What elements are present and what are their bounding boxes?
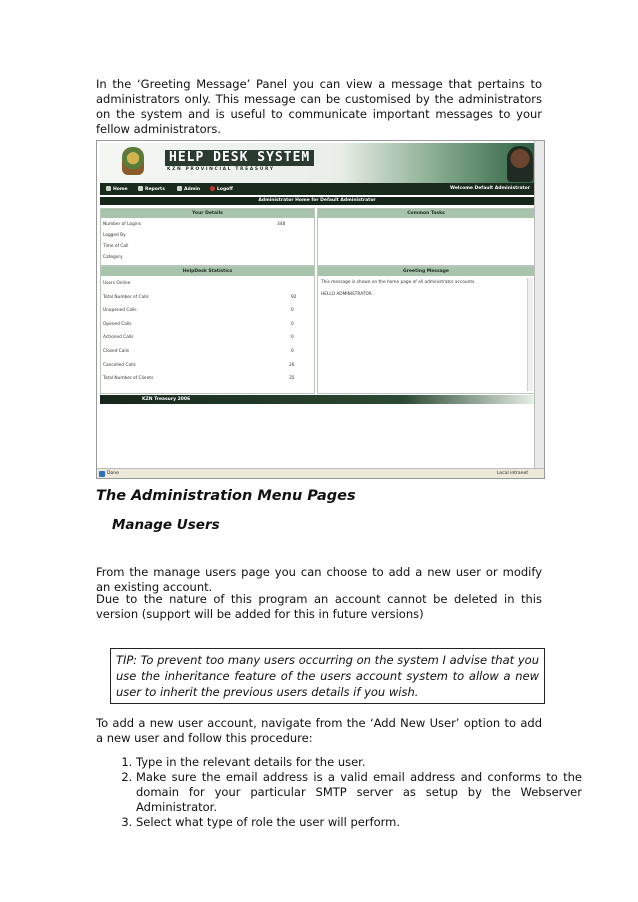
nav-admin-label: Admin [184, 187, 201, 192]
details-label-category: Category [103, 255, 123, 260]
paragraph-manage-users: From the manage users page you can choose to add a new user or modify an existing account. [96, 565, 542, 594]
footer-text: KZN Treasury 2006 [142, 397, 191, 402]
admin-home-bar [100, 197, 534, 205]
stat-label-total-clients: Total Number of Clients [103, 376, 154, 381]
paragraph-deletion-note: Due to the nature of this program an account cannot be deleted in this version (support will be added for this in future versions) [96, 592, 542, 621]
subsection-title: Manage Users [112, 517, 220, 533]
list-item: 1. Type in the relevant details for the user. [136, 755, 582, 770]
section-title: The Administration Menu Pages [96, 488, 356, 504]
browser-statusbar [97, 468, 544, 479]
screenshot-page [97, 141, 534, 468]
app-subtitle: KZN PROVINCIAL TREASURY [167, 167, 275, 172]
stat-label-actioned: Actioned Calls [103, 335, 134, 340]
common-tasks-title: Common Tasks [318, 209, 534, 218]
stat-label-total-calls: Total Number of Calls [103, 295, 149, 300]
stat-label-closed: Closed Calls [103, 349, 130, 354]
app-title: HELP DESK SYSTEM [165, 150, 314, 166]
stat-value-opened: 0 [291, 322, 294, 327]
stat-label-cancelled: Cancelled Calls [103, 363, 136, 368]
admin-home-label: Administrator Home for Default Administrator [258, 198, 376, 203]
status-zone: Local intranet [497, 471, 528, 476]
stat-value-total-clients: 35 [289, 376, 295, 381]
statistics-title: HelpDesk Statistics [101, 267, 314, 276]
app-banner [100, 143, 534, 183]
nav-bar [100, 183, 534, 195]
nav-home[interactable] [106, 186, 128, 192]
details-label-logged-by: Logged By [103, 233, 126, 238]
stat-label-users-online: Users Online [103, 281, 131, 286]
procedure-steps [96, 755, 582, 830]
page-icon [99, 471, 105, 477]
details-value-logins: 348 [277, 222, 286, 227]
operator-image-icon [507, 146, 533, 182]
statistics-panel [100, 266, 315, 394]
common-tasks-panel [317, 208, 535, 266]
home-icon [106, 186, 111, 191]
list-item: 3. Select what type of role the user will perform. [136, 815, 582, 830]
stat-value-cancelled: 26 [289, 363, 295, 368]
helpdesk-screenshot [96, 140, 545, 479]
greeting-line-1: This message is shown on the home page of all administrator accounts. [321, 280, 476, 285]
admin-icon [177, 186, 182, 191]
reports-icon [138, 186, 143, 191]
stat-label-opened: Opened Calls [103, 322, 132, 327]
app-footer [100, 395, 534, 404]
nav-admin[interactable] [177, 186, 200, 192]
intro-paragraph: In the ‘Greeting Message’ Panel you can view a message that pertains to administrators only. This message can be customised by the administrators on the system and is useful to communicate important messages to your fellow administrators. [96, 77, 542, 136]
welcome-text: Welcome Default Administrator [450, 186, 530, 191]
details-label-logins: Number of Logins [103, 222, 141, 227]
nav-home-label: Home [113, 187, 128, 192]
browser-scrollbar[interactable] [534, 141, 544, 468]
nav-reports-label: Reports [145, 187, 165, 192]
stat-value-closed: 0 [291, 349, 294, 354]
your-details-title: Your Details [101, 209, 314, 218]
nav-logoff[interactable] [210, 186, 233, 192]
stat-value-actioned: 0 [291, 335, 294, 340]
list-item: 2. Make sure the email address is a valid email address and conforms to the domain for your particular SMTP server as setup by the Webserver Administrator. [136, 770, 582, 815]
paragraph-add-user: To add a new user account, navigate from the ‘Add New User’ option to add a new user and follow this procedure: [96, 716, 542, 745]
nav-logoff-label: Logoff [217, 187, 233, 192]
tip-box: TIP: To prevent too many users occurring on the system I advise that you use the inheritance feature of the users account system to allow a new user to inherit the previous users details if you wish. [110, 648, 545, 704]
stat-value-unopened: 0 [291, 308, 294, 313]
greeting-title: Greeting Message [318, 267, 534, 276]
greeting-line-2: HELLO ADMINISTRATOR [321, 292, 372, 297]
stat-label-unopened: Unopened Calls [103, 308, 137, 313]
logoff-icon [210, 186, 215, 191]
stat-value-total-calls: 92 [291, 295, 297, 300]
details-label-time-of-call: Time of Call [103, 244, 129, 249]
your-details-panel [100, 208, 315, 266]
greeting-panel [317, 266, 535, 394]
nav-reports[interactable] [138, 186, 165, 192]
crest-icon [122, 147, 144, 175]
status-done: Done [107, 471, 119, 476]
greeting-scrollbar[interactable] [527, 278, 533, 391]
